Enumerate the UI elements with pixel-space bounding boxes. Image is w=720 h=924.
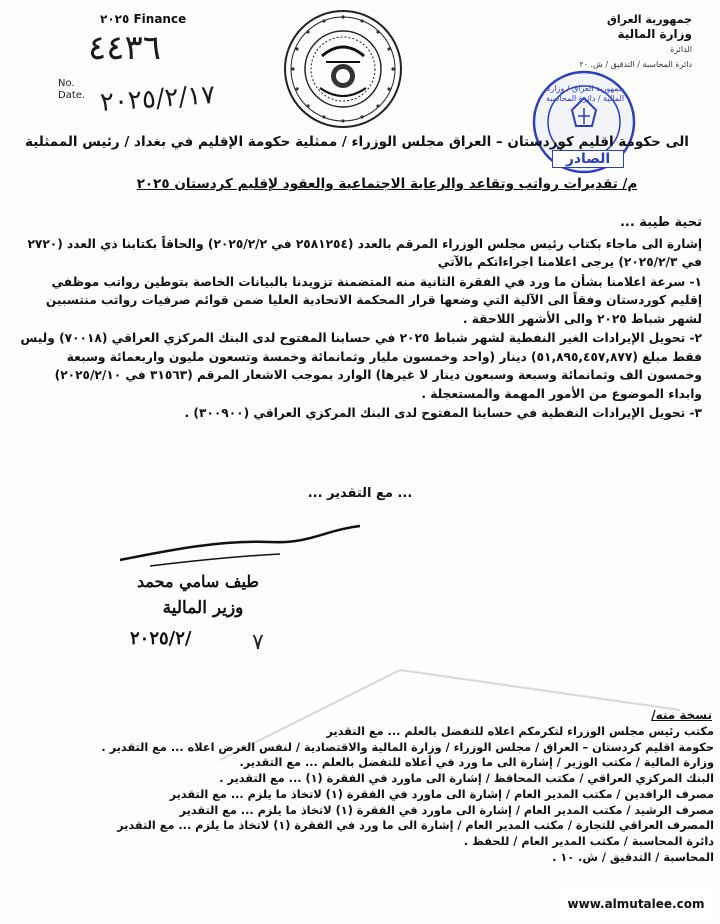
country-name: جمهورية العراق bbox=[607, 13, 692, 26]
copy-line: المحاسبة / التدقيق / ش. ١٠ . bbox=[552, 850, 714, 864]
top-left-label: ٢٠٢٥ Finance bbox=[100, 12, 187, 26]
office-label: الدائرة bbox=[670, 45, 692, 54]
ministry-emblem-icon bbox=[282, 8, 404, 130]
signature-date: ٢٠٢٥/٢/ bbox=[130, 628, 192, 649]
item-3: ٣- تحويل الإيرادات النفطية في حسابنا المفتوح لدى البنك المركزي العراقي (٣٠٠٩٠٠) . bbox=[184, 406, 702, 420]
copy-line: حكومة اقليم كردستان – العراق / مجلس الوزراء / وزارة المالية والاقتصادية / لنفس الغرض اعلاه ... مع التقدير . bbox=[101, 740, 714, 754]
copy-line: مصرف الرافدين / مكتب المدير العام / إشارة الى ماورد في الفقرة (١) لاتخاذ ما يلزم ... مع التقدير bbox=[169, 787, 714, 801]
stamp-text: جمهورية العراق / وزارة المالية / دائرة المحاسبة bbox=[545, 84, 625, 103]
signer-title: وزير المالية bbox=[162, 598, 244, 618]
copies-list bbox=[101, 724, 714, 865]
addressee: الى حكومة اقليم كوردستان – العراق مجلس الوزراء / ممثلية حكومة الإقليم في بغداد / رئيس الممثلية bbox=[25, 134, 689, 150]
signer-name: طيف سامي محمد bbox=[137, 572, 259, 591]
website-watermark: www.almutalee.com bbox=[555, 889, 717, 919]
dept-line: دائرة المحاسبة / التدقيق / ش. ٢٠ bbox=[579, 60, 692, 69]
item-2: ٢- تحويل الإيرادات الغير النفطية لشهر شباط ٢٠٢٥ في حسابنا المفتوح لدى البنك المركزي العراقي (٧٠٠١٨) وليس فقط مبلغ (٥١,٨٩٥,٤٥٧,٨٧٧) دينار (واحد وخمسون مليار وثمانمائة وخمسة وتسعون مليون واربعمائة وسبعة وخمسون الف وثمانمائة وسبعة وسبعون دينار لا غيرها) الوارد بموجب الاشعار المرقم (٣١٥٦٣ في ٢٠٢٥/٢/١٠) وابداء الموضوع من الأمور المهمة والمستعجلة . bbox=[20, 331, 702, 401]
copy-line: دائرة المحاسبة / مكتب المدير العام / للحفظ . bbox=[463, 834, 714, 848]
letter-body bbox=[20, 214, 702, 424]
no-label: No. bbox=[58, 78, 75, 89]
handwritten-day: ٧ bbox=[252, 630, 264, 655]
copy-line: البنك المركزي العراقي / مكتب المحافظ / إشارة الى ماورد في الفقرة (١) ... مع التقدير . bbox=[219, 772, 714, 786]
closing: ... مع التقدير ... bbox=[307, 486, 413, 501]
copy-line: المصرف العراقي للتجارة / مكتب المدير العام / إشارة الى ما ورد في الفقرة (١) لاتخاذ ما يلزم ... مع التقدير bbox=[117, 819, 714, 833]
greeting: تحية طيبة ... bbox=[619, 215, 702, 230]
number-date-labels bbox=[58, 78, 85, 102]
letter-subject: م/ تقديرات رواتب وتقاعد والرعاية الاجتماعية والعقود لإقليم كردستان ٢٠٢٥ bbox=[136, 176, 638, 192]
handwritten-date: ٢٠٢٥/٢/١٧ bbox=[99, 80, 217, 118]
reference-number: ٤٤٣٦ bbox=[88, 28, 162, 68]
stamp-label: الصادر bbox=[552, 150, 624, 168]
date-label: Date. bbox=[58, 90, 86, 101]
copy-line: مكتب رئيس مجلس الوزراء لتكرمكم اعلاه للتفضل بالعلم ... مع التقدير bbox=[326, 725, 714, 738]
item-1: ١- سرعة اعلامنا بشأن ما ورد في الفقرة الثانية منه المتضمنة تزويدنا بالبيانات الخاصة بتوطين رواتب موظفي إقليم كوردستان وفقاً الى الآلية التي وضعها قرار المحكمة الاتحادية العليا ضمن قوائم صرفيات رواتب منتسبين لشهر شباط ٢٠٢٥ والى الأشهر اللاحقة . bbox=[45, 274, 702, 326]
copies-heading: نسخة منه/ bbox=[651, 708, 712, 722]
intro-paragraph: إشارة الى ماجاء بكتاب رئيس مجلس الوزراء المرقم بالعدد (٢٥٨١٢٥٤ في ٢٠٢٥/٢/٢) والحاقاً بكتابنا ذي العدد (٢٧٢٠ في ٢٠٢٥/٢/٣) يرجى اعلامنا اجراءاتكم بالآتي bbox=[27, 236, 702, 269]
ministry-header bbox=[502, 12, 692, 72]
copy-line: مصرف الرشيد / مكتب المدير العام / إشارة الى ماورد في الفقرة (١) لاتخاذ ما يلزم ... مع التقدير bbox=[179, 803, 714, 817]
copy-line: وزارة المالية / مكتب الوزير / إشارة الى ما ورد في أعلاه للتفضل بالعلم ... مع التقدير. bbox=[239, 756, 714, 770]
signature-scribble-icon bbox=[110, 520, 370, 580]
ministry-name: وزارة المالية bbox=[617, 27, 692, 41]
